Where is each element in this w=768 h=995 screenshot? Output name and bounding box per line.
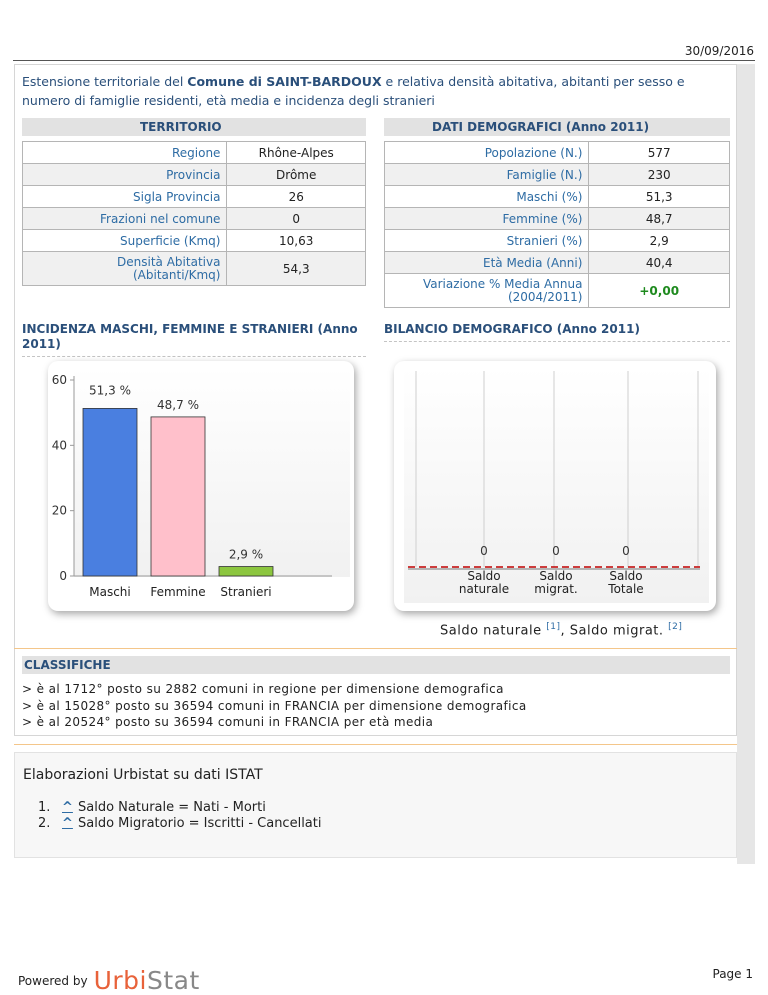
data-label: 0 <box>552 544 560 558</box>
bilancio-bar-chart <box>394 361 716 611</box>
table-row <box>23 252 366 286</box>
row-label: Popolazione (N.) <box>385 142 589 164</box>
row-label: Variazione % Media Annua (2004/2011) <box>385 274 589 308</box>
row-value: 577 <box>589 142 730 164</box>
y-tick-label: 40 <box>51 438 67 453</box>
table-row <box>23 142 366 164</box>
chart2-title: BILANCIO DEMOGRAFICO (Anno 2011) <box>384 322 730 342</box>
row-label: Provincia <box>23 164 227 186</box>
bilancio-note <box>440 622 682 638</box>
table-row <box>385 186 730 208</box>
footnote-text: Saldo Naturale = Nati - Morti <box>78 800 266 815</box>
classifiche-list <box>22 681 527 731</box>
demografici-table <box>384 141 730 308</box>
list-item: > è al 20524° posto su 36594 comuni in FRANCIA per età media <box>22 715 434 729</box>
intro-text <box>22 72 722 110</box>
powered-by-text: Powered by <box>18 973 88 988</box>
footnotes-list <box>38 800 321 832</box>
orange-divider-1 <box>14 648 737 649</box>
table-row <box>385 142 730 164</box>
row-value: 40,4 <box>589 252 730 274</box>
footnote-text: Saldo Migratorio = Iscritti - Cancellati <box>78 816 322 831</box>
row-label: Superficie (Kmq) <box>23 230 227 252</box>
footnote-number: 1. <box>38 800 51 815</box>
powered-by <box>18 966 200 995</box>
y-tick-label: 20 <box>51 503 67 518</box>
footnote-number: 2. <box>38 816 51 831</box>
row-label: Regione <box>23 142 227 164</box>
page-number: Page 1 <box>712 967 753 981</box>
row-value: Rhône-Alpes <box>227 142 366 164</box>
row-value: 54,3 <box>227 252 366 286</box>
table-row <box>385 274 730 308</box>
row-label: Maschi (%) <box>385 186 589 208</box>
row-label: Femmine (%) <box>385 208 589 230</box>
footer-title: Elaborazioni Urbistat su dati ISTAT <box>23 767 263 783</box>
row-value: 230 <box>589 164 730 186</box>
y-tick-label: 60 <box>51 373 67 387</box>
bar-femmine <box>151 417 205 576</box>
row-value: Drôme <box>227 164 366 186</box>
footnote-item <box>38 800 321 816</box>
row-value: 51,3 <box>589 186 730 208</box>
category-label: migrat. <box>534 582 578 596</box>
category-label: naturale <box>458 582 510 596</box>
y-tick-label: 0 <box>59 569 67 583</box>
territorio-header <box>22 118 366 136</box>
table-row <box>23 164 366 186</box>
top-divider <box>13 60 755 61</box>
row-value: +0,00 <box>589 274 730 308</box>
print-date: 30/09/2016 <box>684 44 754 58</box>
row-value: 26 <box>227 186 366 208</box>
category-label: Maschi <box>89 585 131 599</box>
footnote-backlink[interactable]: ^ <box>62 816 73 831</box>
category-label: Saldo <box>467 569 501 583</box>
category-label: Femmine <box>150 585 206 599</box>
intro-part-2: e relativa densità abitativa, abitanti per sesso e numero di famiglie residenti, età media e incidenza degli stranieri <box>22 74 685 108</box>
footnote-item <box>38 816 321 832</box>
row-value: 48,7 <box>589 208 730 230</box>
territorio-title: TERRITORIO <box>140 120 222 134</box>
category-label: Stranieri <box>220 585 272 599</box>
row-value: 0 <box>227 208 366 230</box>
classifiche-header <box>22 656 730 674</box>
chart1-title: INCIDENZA MASCHI, FEMMINE E STRANIERI (Anno 2011) <box>22 322 366 357</box>
comune-name: Comune di SAINT-BARDOUX <box>187 74 382 89</box>
category-label: Totale <box>608 582 644 596</box>
data-label: 48,7 % <box>157 397 199 412</box>
table-row <box>385 208 730 230</box>
urbistat-logo: UrbiStat <box>93 966 200 995</box>
footnote-ref-2[interactable]: [2] <box>668 622 683 632</box>
row-value: 10,63 <box>227 230 366 252</box>
category-label: Saldo <box>609 569 643 583</box>
footnote-ref-1[interactable]: [1] <box>546 622 561 632</box>
bar-maschi <box>83 408 137 576</box>
row-label: Frazioni nel comune <box>23 208 227 230</box>
footnote-backlink[interactable]: ^ <box>62 800 73 815</box>
list-item: > è al 15028° posto su 36594 comuni in FRANCIA per dimensione demografica <box>22 698 527 713</box>
orange-divider-2 <box>14 744 737 745</box>
table-row <box>23 230 366 252</box>
row-label: Densità Abitativa (Abitanti/Kmq) <box>23 252 227 286</box>
demografici-header <box>384 118 730 136</box>
table-row <box>23 208 366 230</box>
right-scroll-strip <box>737 64 755 864</box>
row-label: Sigla Provincia <box>23 186 227 208</box>
table-row <box>23 186 366 208</box>
data-label: 51,3 % <box>89 383 131 398</box>
row-label: Famiglie (N.) <box>385 164 589 186</box>
table-row <box>385 230 730 252</box>
row-label: Età Media (Anni) <box>385 252 589 274</box>
territorio-table <box>22 141 366 286</box>
list-item: > è al 1712° posto su 2882 comuni in regione per dimensione demografica <box>22 682 504 696</box>
row-label: Stranieri (%) <box>385 230 589 252</box>
data-label: 0 <box>622 544 630 558</box>
sex-foreign-bar-chart <box>48 361 354 611</box>
note-text-1: Saldo naturale <box>440 623 547 639</box>
data-label: 2,9 % <box>228 547 264 562</box>
demografici-title: DATI DEMOGRAFICI (Anno 2011) <box>432 120 650 134</box>
bar-stranieri <box>219 567 273 576</box>
category-label: Saldo <box>539 569 573 583</box>
table-row <box>385 252 730 274</box>
intro-part-1: Estensione territoriale del <box>22 74 188 89</box>
row-value: 2,9 <box>589 230 730 252</box>
classifiche-title: CLASSIFICHE <box>24 658 111 672</box>
data-label: 0 <box>480 544 488 558</box>
table-row <box>385 164 730 186</box>
note-text-2: , Saldo migrat. <box>560 623 669 639</box>
